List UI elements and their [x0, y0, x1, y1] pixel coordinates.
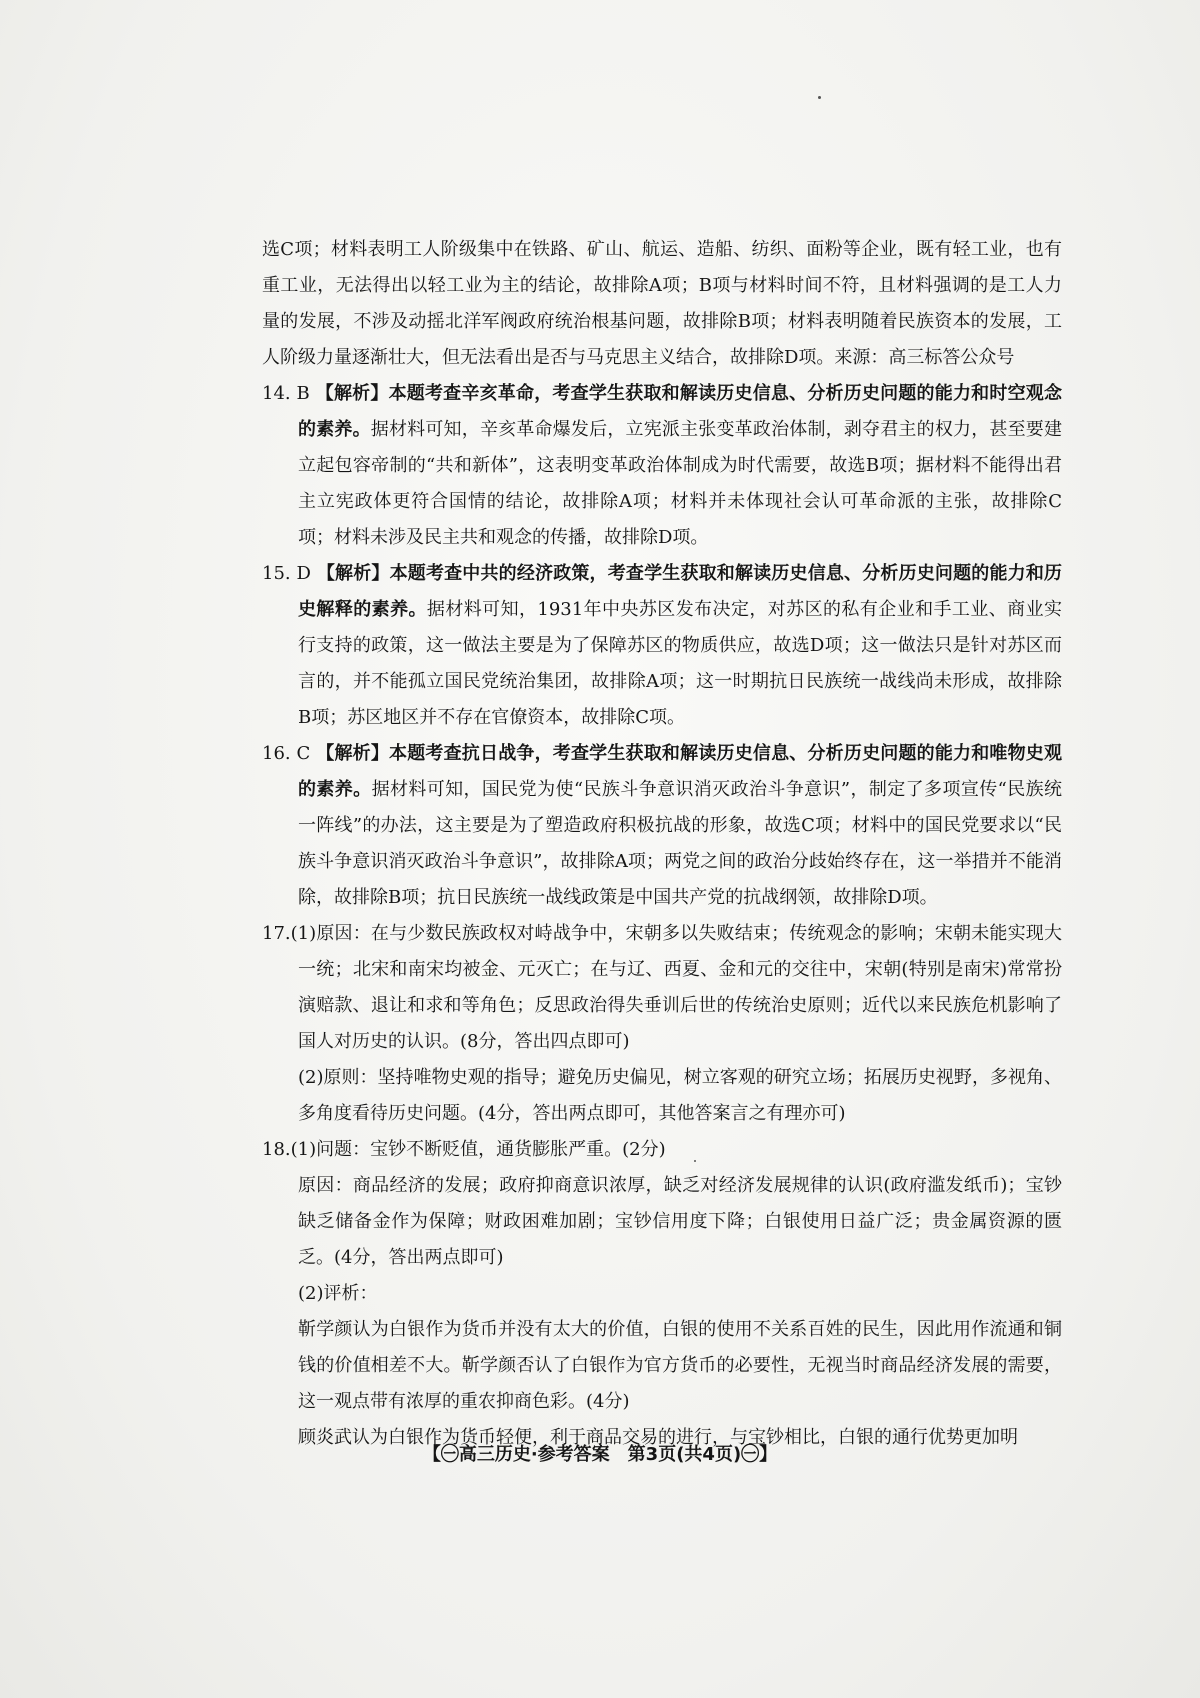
analysis-tag: 【解析】 — [315, 383, 389, 404]
analysis-tag: 【解析】 — [316, 563, 390, 584]
analysis-summary: 本题考查中共的经济政策，考查学生获取和解读历史信息、分析历史问题的能力和历史解释的素养。 — [298, 563, 1063, 620]
intro-paragraph — [262, 232, 1062, 376]
answer-17 — [262, 916, 1062, 1060]
answer-number: 18. — [262, 1139, 291, 1160]
q18-part1: (1)问题：宝钞不断贬值，通货膨胀严重。(2分) — [290, 1139, 666, 1160]
answer-number: 15. D — [262, 563, 311, 584]
analysis-text: 据材料可知，国民党为使“民族斗争意识消灭政治斗争意识”，制定了多项宣传“民族统一阵线”的办法，这主要是为了塑造政府积极抗战的形象，故选C项；材料中的国民党要求以“民族斗争意识消灭政治斗争意识”，故排除A项；两党之间的政治分歧始终存在，这一举措并不能消除，故排除B项；抗日民族统一战线政策是中国共产党的抗战纲领，故排除D项。 — [298, 779, 1062, 908]
q17-part2: (2)原则：坚持唯物史观的指导；避免历史偏见，树立客观的研究立场；拓展历史视野，多视角、多角度看待历史问题。(4分，答出两点即可，其他答案言之有理亦可) — [298, 1067, 1062, 1124]
q18-jin: 靳学颜认为白银作为货币并没有太大的价值，白银的使用不关系百姓的民生，因此用作流通和铜钱的价值相差不大。靳学颜否认了白银作为官方货币的必要性，无视当时商品经济发展的需要，这一观点带有浓厚的重农抑商色彩。(4分) — [298, 1319, 1062, 1412]
q18-reason-paragraph — [262, 1168, 1062, 1276]
page-footer: 【㊀高三历史·参考答案 第3页(共4页)㊀】 — [422, 1444, 778, 1465]
q18-jin-paragraph — [262, 1312, 1062, 1420]
analysis-text: 据材料可知，1931年中央苏区发布决定，对苏区的私有企业和手工业、商业实行支持的政策，这一做法主要是为了保障苏区的物质供应，故选D项；这一做法只是针对苏区而言的，并不能孤立国民党统治集团，故排除A项；这一时期抗日民族统一战线尚未形成，故排除B项；苏区地区并不存在官僚资本，故排除C项。 — [298, 599, 1062, 728]
q18-gu: 顾炎武认为白银作为货币轻便，利于商品交易的进行，与宝钞相比，白银的通行优势更加明 — [298, 1427, 1018, 1448]
answer-number: 16. C — [262, 743, 311, 764]
q18-part2: (2)评析： — [298, 1283, 378, 1304]
q17-part1: (1)原因：在与少数民族政权对峙战争中，宋朝多以失败结束；传统观念的影响；宋朝未能实现大一统；北宋和南宋均被金、元灭亡；在与辽、西夏、金和元的交往中，宋朝(特别是南宋)常常扮演赔款、退让和求和等角色；反思政治得失垂训后世的传统治史原则；近代以来民族危机影响了国人对历史的认识。(8分，答出四点即可) — [290, 923, 1062, 1052]
scan-speck — [818, 96, 821, 99]
q18-part2-paragraph — [262, 1276, 1062, 1312]
answer-15 — [262, 556, 1062, 736]
analysis-summary: 本题考查抗日战争，考查学生获取和解读历史信息、分析历史问题的能力和唯物史观的素养。 — [298, 743, 1063, 800]
analysis-summary: 本题考查辛亥革命，考查学生获取和解读历史信息、分析历史问题的能力和时空观念的素养。 — [298, 383, 1063, 440]
analysis-tag: 【解析】 — [316, 743, 390, 764]
q18-reason: 原因：商品经济的发展；政府抑商意识浓厚，缺乏对经济发展规律的认识(政府滥发纸币)；宝钞缺乏储备金作为保障；财政困难加剧；宝钞信用度下降；白银使用日益广泛；贵金属资源的匮乏。(4分，答出两点即可) — [298, 1175, 1062, 1268]
q17-part2-paragraph — [262, 1060, 1062, 1132]
answer-18 — [262, 1132, 1062, 1168]
answer-16 — [262, 736, 1062, 916]
answer-number: 17. — [262, 923, 291, 944]
answer-14 — [262, 376, 1062, 556]
answer-content — [262, 232, 1062, 1456]
answer-number: 14. B — [262, 383, 310, 404]
intro-text: 选C项；材料表明工人阶级集中在铁路、矿山、航运、造船、纺织、面粉等企业，既有轻工业，也有重工业，无法得出以轻工业为主的结论，故排除A项；B项与材料时间不符，且材料强调的是工人力量的发展，不涉及动摇北洋军阀政府统治根基问题，故排除B项；材料表明随着民族资本的发展，工人阶级力量逐渐壮大，但无法看出是否与马克思主义结合，故排除D项。来源：高三标答公众号 — [262, 239, 1062, 368]
analysis-text: 据材料可知，辛亥革命爆发后，立宪派主张变革政治体制，剥夺君主的权力，甚至要建立起包容帝制的“共和新体”，这表明变革政治体制成为时代需要，故选B项；据材料不能得出君主立宪政体更符合国情的结论，故排除A项；材料并未体现社会认可革命派的主张，故排除C项；材料未涉及民主共和观念的传播，故排除D项。 — [298, 419, 1062, 548]
